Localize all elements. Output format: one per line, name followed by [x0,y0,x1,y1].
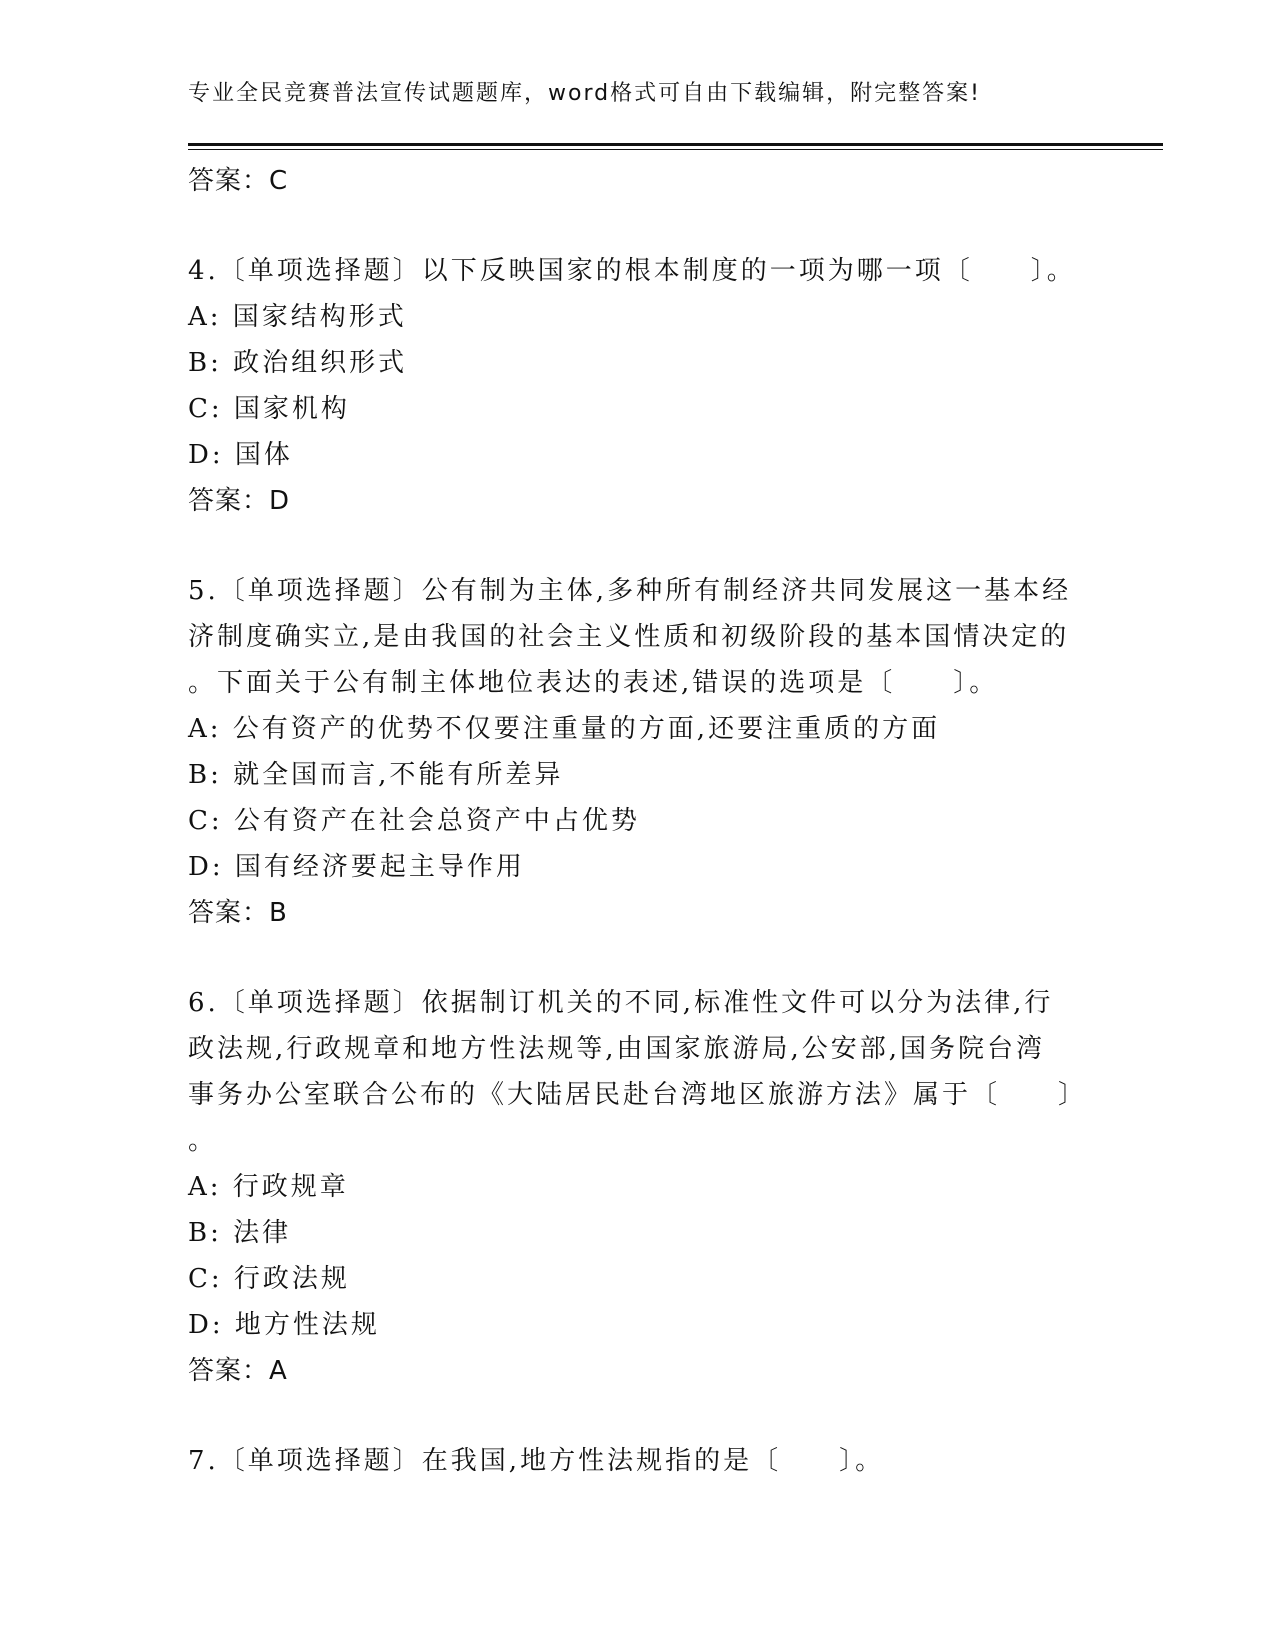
question-stem: 。下面关于公有制主体地位表达的表述,错误的选项是〔 〕。 [188,668,999,698]
question-stem: 4.〔单项选择题〕以下反映国家的根本制度的一项为哪一项〔 〕。 [188,256,1076,286]
option-b: B: 就全国而言,不能有所差异 [188,760,564,790]
question-block [188,1438,1088,1484]
option-c: C: 行政法规 [188,1264,350,1294]
page-header-text: 专业全民竞赛普法宣传试题题库，word格式可自由下载编辑，附完整答案! [188,81,981,106]
question-stem: 济制度确实立,是由我国的社会主义性质和初级阶段的基本国情决定的 [188,622,1070,652]
option-c: C: 国家机构 [188,394,350,424]
question-stem: 。 [188,1126,218,1156]
spacer [188,524,1088,568]
option-a: A: 公有资产的优势不仅要注重量的方面,还要注重质的方面 [188,714,941,744]
option-a: A: 国家结构形式 [188,302,407,332]
question-block [188,248,1088,524]
question-stem: 政法规,行政规章和地方性法规等,由国家旅游局,公安部,国务院台湾 [188,1034,1046,1064]
question-stem: 6.〔单项选择题〕依据制订机关的不同,标准性文件可以分为法律,行 [188,988,1054,1018]
header-divider-thick [188,143,1163,146]
question-list [188,158,1088,1484]
answer-line: 答案：A [188,1356,288,1386]
answer-line: 答案：B [188,898,288,928]
option-c: C: 公有资产在社会总资产中占优势 [188,806,640,836]
option-d: D: 地方性法规 [188,1310,380,1340]
question-stem: 7.〔单项选择题〕在我国,地方性法规指的是〔 〕。 [188,1446,885,1476]
option-b: B: 政治组织形式 [188,348,408,378]
question-block [188,980,1088,1394]
spacer [188,204,1088,248]
option-a: A: 行政规章 [188,1172,349,1202]
question-stem: 事务办公室联合公布的《大陆居民赴台湾地区旅游方法》属于〔 〕 [188,1080,1088,1110]
answer-line: 答案：C [188,166,289,196]
spacer [188,1394,1088,1438]
question-stem: 5.〔单项选择题〕公有制为主体,多种所有制经济共同发展这一基本经 [188,576,1072,606]
answer-line: 答案：D [188,486,291,516]
spacer [188,936,1088,980]
option-d: D: 国体 [188,440,293,470]
header-divider-thin [188,149,1163,150]
option-d: D: 国有经济要起主导作用 [188,852,525,882]
question-block [188,568,1088,936]
option-b: B: 法律 [188,1218,292,1248]
